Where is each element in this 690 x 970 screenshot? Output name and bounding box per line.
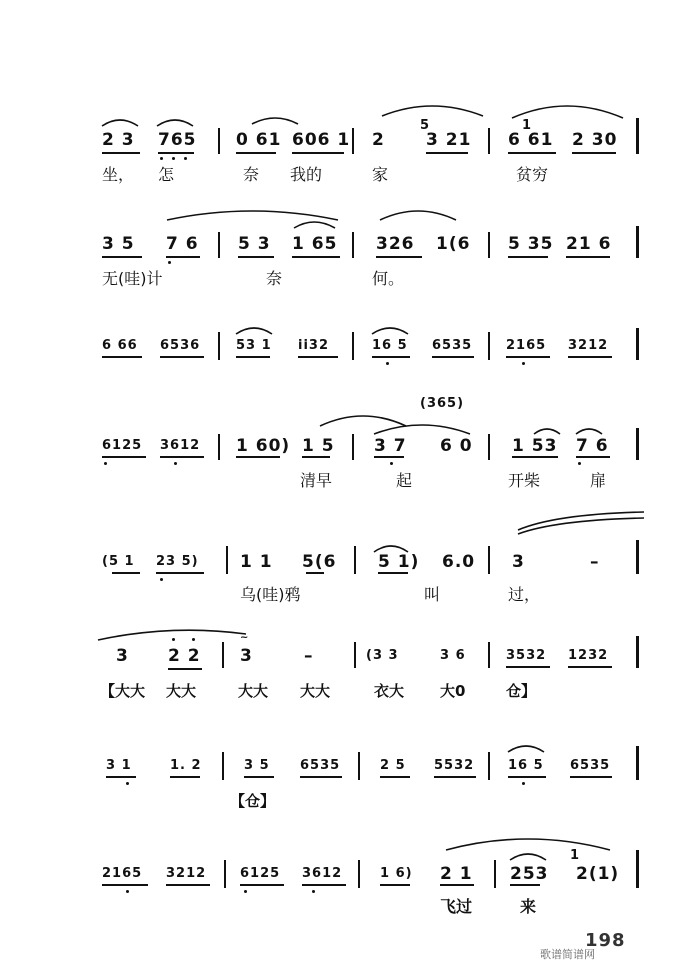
grace-note: 1 bbox=[570, 848, 581, 863]
note-group: 1 6) bbox=[380, 866, 413, 881]
barline bbox=[352, 128, 354, 154]
underline bbox=[236, 152, 276, 154]
underline bbox=[426, 152, 468, 154]
underline bbox=[292, 152, 344, 154]
slur bbox=[155, 116, 195, 128]
underline bbox=[166, 256, 200, 258]
barline bbox=[636, 118, 639, 154]
underline bbox=[102, 356, 142, 358]
note-group: 2 3 bbox=[102, 130, 135, 150]
note-group: 2(1) bbox=[576, 864, 620, 884]
underline bbox=[240, 884, 284, 886]
underline bbox=[568, 666, 612, 668]
note-group: 1 60) bbox=[236, 436, 291, 456]
lyric: 坐， bbox=[102, 165, 135, 184]
slur bbox=[250, 114, 300, 126]
underline bbox=[300, 776, 342, 778]
note-group: 6536 bbox=[160, 338, 201, 353]
underline bbox=[508, 256, 548, 258]
octave-dot bbox=[522, 362, 525, 365]
note-group: 1 1 bbox=[240, 552, 273, 572]
octave-dot bbox=[168, 261, 171, 264]
note-group: 7 6 bbox=[576, 436, 609, 456]
barline bbox=[488, 128, 490, 154]
note-group: 1. 2 bbox=[170, 758, 202, 773]
note-group: 3 1 bbox=[106, 758, 132, 773]
barline bbox=[636, 636, 639, 668]
percussion-text: 大大 bbox=[238, 682, 269, 700]
underline bbox=[236, 356, 270, 358]
score-system-1 bbox=[0, 110, 690, 190]
octave-dot bbox=[104, 462, 107, 465]
barline bbox=[494, 860, 496, 888]
underline bbox=[102, 456, 146, 458]
underline bbox=[434, 776, 476, 778]
slur bbox=[370, 324, 410, 336]
slur bbox=[378, 208, 458, 222]
underline bbox=[432, 356, 474, 358]
note-group: 3212 bbox=[166, 866, 207, 881]
note-group: 2165 bbox=[506, 338, 547, 353]
lyric: 奈 bbox=[243, 165, 260, 184]
underline bbox=[170, 776, 200, 778]
note-group: 23 5) bbox=[156, 554, 199, 569]
underline bbox=[236, 456, 280, 458]
note-group: 2 bbox=[372, 130, 385, 150]
octave-dot bbox=[172, 638, 175, 641]
underline bbox=[292, 256, 340, 258]
barline bbox=[488, 332, 490, 360]
note-group: 3 21 bbox=[426, 130, 472, 150]
barline bbox=[488, 752, 490, 780]
underline bbox=[378, 572, 408, 574]
octave-dot bbox=[192, 638, 195, 641]
barline bbox=[488, 232, 490, 258]
lyric: 我的 bbox=[290, 165, 323, 184]
octave-dot bbox=[578, 462, 581, 465]
ornament: ~ bbox=[240, 632, 250, 643]
note-group: 1(6 bbox=[436, 234, 471, 254]
octave-dot bbox=[174, 462, 177, 465]
note-group: 1 5 bbox=[302, 436, 335, 456]
note-group: 2165 bbox=[102, 866, 143, 881]
underline bbox=[380, 776, 410, 778]
barline bbox=[488, 434, 490, 460]
underline bbox=[166, 884, 210, 886]
percussion-text: 【大大 bbox=[100, 682, 146, 700]
octave-dot bbox=[160, 157, 163, 160]
underline bbox=[572, 152, 616, 154]
score-system-8 bbox=[0, 836, 690, 916]
note-group: 16 5 bbox=[508, 758, 544, 773]
barline bbox=[636, 328, 639, 360]
octave-dot bbox=[522, 782, 525, 785]
underline bbox=[244, 776, 274, 778]
underline bbox=[506, 356, 550, 358]
note-group: 2 2 bbox=[168, 646, 201, 666]
underline bbox=[508, 152, 556, 154]
octave-dot bbox=[160, 578, 163, 581]
barline bbox=[218, 232, 220, 258]
note-group: 3 5 bbox=[244, 758, 270, 773]
watermark: 歌谱简谱网 bbox=[540, 948, 595, 961]
barline bbox=[352, 232, 354, 258]
underline bbox=[238, 256, 274, 258]
barline bbox=[636, 226, 639, 258]
percussion-text: 大大 bbox=[300, 682, 331, 700]
note-group: 21 6 bbox=[566, 234, 612, 254]
underline bbox=[566, 256, 610, 258]
note-group: (5 1 bbox=[102, 554, 135, 569]
grace-note: 5 bbox=[420, 118, 431, 133]
note-group: 2 5 bbox=[380, 758, 406, 773]
note-group: 5 3 bbox=[238, 234, 271, 254]
slur bbox=[292, 218, 337, 230]
note-group: 6 66 bbox=[102, 338, 138, 353]
lyric: 乌(哇)鸦 bbox=[240, 585, 301, 604]
barline bbox=[218, 332, 220, 360]
underline bbox=[508, 776, 546, 778]
lyric: 飞过 bbox=[440, 897, 473, 916]
lyric: 奈 bbox=[266, 269, 283, 288]
note-group: 3532 bbox=[506, 648, 547, 663]
lyric: 来 bbox=[520, 897, 537, 916]
note-group: 606 1 bbox=[292, 130, 351, 150]
underline bbox=[160, 456, 204, 458]
lyric: 家 bbox=[372, 165, 389, 184]
lyric: 叫 bbox=[424, 585, 441, 604]
slur bbox=[506, 742, 546, 754]
lyric: 怎 bbox=[158, 165, 175, 184]
percussion-text: 大0 bbox=[440, 682, 466, 700]
barline bbox=[218, 434, 220, 460]
underline bbox=[568, 356, 612, 358]
underline bbox=[102, 256, 142, 258]
underline bbox=[106, 776, 136, 778]
lyric: 贫穷 bbox=[516, 165, 549, 184]
score-system-7 bbox=[0, 740, 690, 820]
octave-dot bbox=[244, 890, 247, 893]
underline bbox=[372, 356, 410, 358]
underline bbox=[576, 456, 610, 458]
note-group: 6535 bbox=[300, 758, 341, 773]
note-group: 0 61 bbox=[236, 130, 282, 150]
underline bbox=[102, 884, 148, 886]
note-group: – bbox=[590, 552, 600, 572]
percussion-text: 仓】 bbox=[506, 682, 537, 700]
note-group: – bbox=[304, 646, 314, 666]
slur bbox=[508, 850, 548, 862]
underline bbox=[168, 668, 202, 670]
underline bbox=[298, 356, 338, 358]
note-group: 3 5 bbox=[102, 234, 135, 254]
barline bbox=[352, 332, 354, 360]
lyric: 开柴 bbox=[508, 471, 541, 490]
note-group: 5532 bbox=[434, 758, 475, 773]
octave-dot bbox=[184, 157, 187, 160]
barline bbox=[488, 546, 490, 574]
note-group: 53 1 bbox=[236, 338, 272, 353]
note-group: 3612 bbox=[302, 866, 343, 881]
barline bbox=[636, 428, 639, 460]
lyric: 无(哇)计 bbox=[102, 269, 163, 288]
note-group: 3612 bbox=[160, 438, 201, 453]
note-group: 3212 bbox=[568, 338, 609, 353]
underline bbox=[512, 456, 558, 458]
underline bbox=[306, 572, 324, 574]
note-group: 2 30 bbox=[572, 130, 618, 150]
note-group: 3 bbox=[116, 646, 129, 666]
underline bbox=[102, 152, 140, 154]
score-system-4 bbox=[0, 392, 690, 490]
barline bbox=[222, 642, 224, 668]
lyric: 清早 bbox=[300, 471, 333, 490]
note-group: 3 bbox=[512, 552, 525, 572]
note-group: 5(6 bbox=[302, 552, 337, 572]
underline bbox=[510, 884, 540, 886]
note-group: 6.0 bbox=[442, 552, 476, 572]
slur bbox=[574, 426, 604, 436]
underline bbox=[374, 456, 404, 458]
barline bbox=[218, 128, 220, 154]
octave-dot bbox=[312, 890, 315, 893]
slur bbox=[372, 422, 472, 436]
underline bbox=[302, 456, 330, 458]
note-group: 16 5 bbox=[372, 338, 408, 353]
underline bbox=[160, 356, 204, 358]
score-system-3 bbox=[0, 318, 690, 398]
note-group: 326 bbox=[376, 234, 415, 254]
barline bbox=[354, 546, 356, 574]
note-group: 2 1 bbox=[440, 864, 473, 884]
lyric: 过， bbox=[508, 585, 541, 604]
percussion-text: 【仓】 bbox=[230, 792, 276, 810]
note-group: 1 65 bbox=[292, 234, 338, 254]
note-group: ii32 bbox=[298, 338, 330, 353]
note-group: 6 61 bbox=[508, 130, 554, 150]
barline bbox=[224, 860, 226, 888]
barline bbox=[636, 540, 639, 574]
note-group: 3 bbox=[240, 646, 253, 666]
note-group: 1 53 bbox=[512, 436, 558, 456]
underline bbox=[376, 256, 422, 258]
lyric: 何。 bbox=[372, 269, 405, 288]
note-group: 6535 bbox=[570, 758, 611, 773]
note-group: 253 bbox=[510, 864, 549, 884]
barline bbox=[354, 642, 356, 668]
octave-dot bbox=[386, 362, 389, 365]
underline bbox=[112, 572, 140, 574]
grace-note: (365) bbox=[420, 396, 465, 411]
barline bbox=[636, 850, 639, 888]
score-system-2 bbox=[0, 212, 690, 292]
note-group: 3 7 bbox=[374, 436, 407, 456]
grace-note: 1 bbox=[522, 118, 533, 133]
barline bbox=[358, 752, 360, 780]
underline bbox=[506, 666, 550, 668]
percussion-text: 衣大 bbox=[374, 682, 405, 700]
note-group: 765 bbox=[158, 130, 197, 150]
page-number: 198 bbox=[585, 930, 626, 951]
lyric: 起 bbox=[396, 471, 413, 490]
barline bbox=[488, 642, 490, 668]
underline bbox=[302, 884, 346, 886]
octave-dot bbox=[172, 157, 175, 160]
barline bbox=[352, 434, 354, 460]
slur bbox=[234, 324, 274, 336]
note-group: 6 0 bbox=[440, 436, 473, 456]
note-group: 5 35 bbox=[508, 234, 554, 254]
barline bbox=[226, 546, 228, 574]
underline bbox=[440, 884, 474, 886]
note-group: 7 6 bbox=[166, 234, 199, 254]
note-group: 6535 bbox=[432, 338, 473, 353]
barline bbox=[222, 752, 224, 780]
note-group: 6125 bbox=[102, 438, 143, 453]
underline bbox=[156, 572, 204, 574]
note-group: 5 1) bbox=[378, 552, 420, 572]
percussion-text: 大大 bbox=[166, 682, 197, 700]
note-group: 6125 bbox=[240, 866, 281, 881]
underline bbox=[380, 884, 410, 886]
lyric: 扉 bbox=[590, 471, 607, 490]
slur bbox=[100, 116, 140, 128]
octave-dot bbox=[126, 782, 129, 785]
underline bbox=[570, 776, 612, 778]
underline bbox=[158, 152, 194, 154]
note-group: 1232 bbox=[568, 648, 609, 663]
slur bbox=[516, 510, 646, 532]
note-group: (3 3 bbox=[366, 648, 399, 663]
slur bbox=[380, 102, 485, 118]
score-system-5 bbox=[0, 510, 690, 604]
slur bbox=[532, 426, 562, 436]
octave-dot bbox=[390, 462, 393, 465]
note-group: 3 6 bbox=[440, 648, 466, 663]
barline bbox=[358, 860, 360, 888]
score-system-6 bbox=[0, 624, 690, 704]
barline bbox=[636, 746, 639, 780]
octave-dot bbox=[126, 890, 129, 893]
